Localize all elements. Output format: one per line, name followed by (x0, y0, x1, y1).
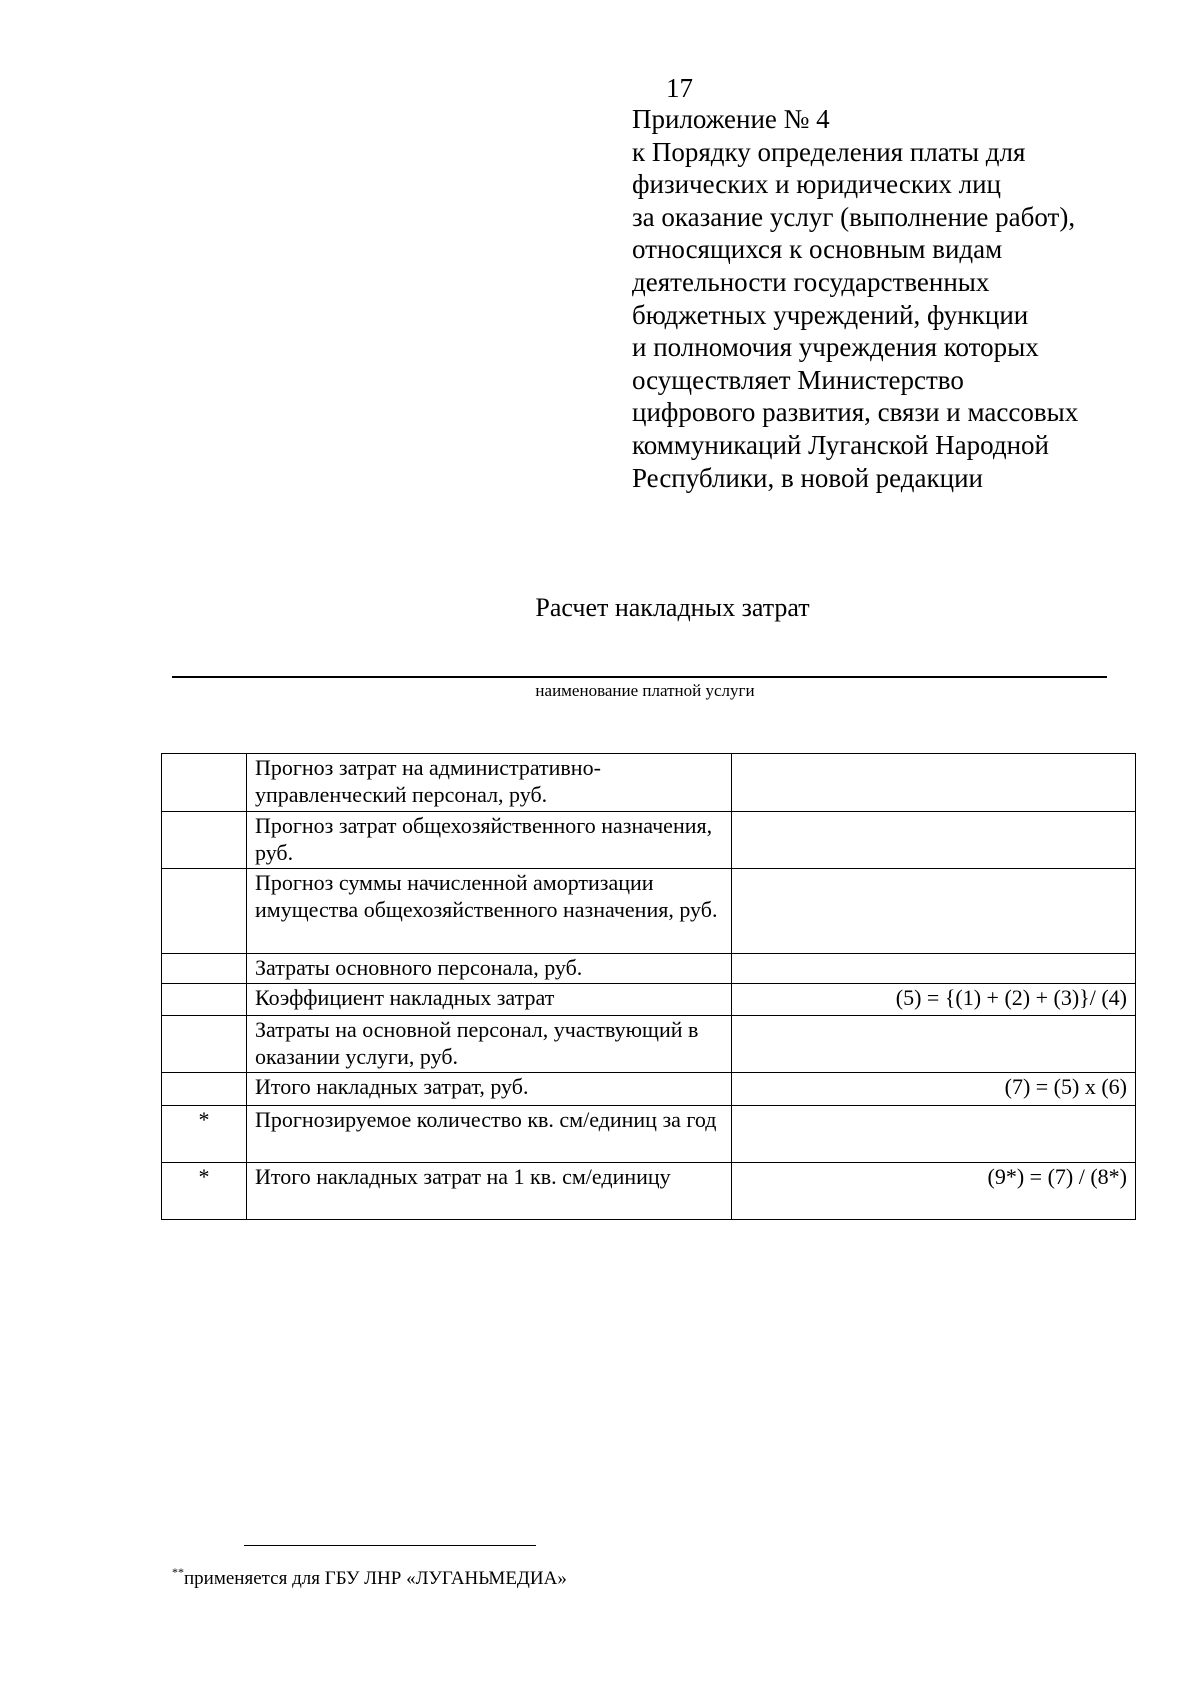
footnote-mark: ** (172, 1565, 184, 1579)
service-name-line (172, 676, 1107, 678)
appendix-line: деятельности государственных (632, 266, 990, 297)
table-row (162, 754, 1136, 812)
appendix-line: и полномочия учреждения которых (632, 332, 1039, 363)
table-row (162, 1163, 1136, 1220)
appendix-line: за оказание услуг (выполнение работ), (632, 201, 1076, 232)
row-number-cell (162, 984, 247, 1016)
appendix-line: бюджетных учреждений, функции (632, 299, 1029, 330)
document-title: Расчет накладных затрат (535, 593, 810, 622)
appendix-line: относящихся к основным видам (632, 234, 1003, 265)
row-name-cell: Итого накладных затрат на 1 кв. см/единицу (247, 1163, 732, 1220)
table-row (162, 1016, 1136, 1073)
appendix-line: цифрового развития, связи и массовых (632, 397, 1079, 428)
row-name-cell: Затраты на основной персонал, участвующий в оказании услуги, руб. (247, 1016, 732, 1073)
table-row (162, 954, 1136, 984)
footnote-text: применяется для ГБУ ЛНР «ЛУГАНЬМЕДИА» (184, 1568, 567, 1589)
row-name-cell: Прогноз затрат на административно-управленческий персонал, руб. (247, 754, 732, 812)
overhead-calculation-table (161, 753, 1136, 1220)
appendix-line: осуществляет Министерство (632, 364, 964, 395)
row-value-cell: (9*) = (7) / (8*) (732, 1163, 1136, 1220)
appendix-line: Приложение № 4 (632, 104, 830, 134)
table-row (162, 812, 1136, 869)
row-number-cell: * (162, 1106, 247, 1163)
service-name-caption: наименование платной услуги (535, 681, 755, 700)
appendix-line: физических и юридических лиц (632, 169, 1002, 200)
row-number-cell: * (162, 1163, 247, 1220)
row-name-cell: Прогноз затрат общехозяйственного назначения, руб. (247, 812, 732, 869)
row-name-cell: Итого накладных затрат, руб. (247, 1073, 732, 1106)
appendix-line: коммуникаций Луганской Народной (632, 429, 1050, 460)
footnote (172, 1560, 567, 1591)
row-value-cell (732, 1106, 1136, 1163)
row-name-cell: Прогнозируемое количество кв. см/единиц за год (247, 1106, 732, 1163)
table-row (162, 1073, 1136, 1106)
table-row (162, 984, 1136, 1016)
row-number-cell (162, 754, 247, 812)
appendix-heading (632, 103, 1132, 494)
row-number-cell (162, 954, 247, 984)
row-value-cell (732, 954, 1136, 984)
row-value-cell (732, 1016, 1136, 1073)
row-number-cell (162, 869, 247, 954)
footnote-separator (244, 1545, 536, 1546)
row-name-cell: Затраты основного персонала, руб. (247, 954, 732, 984)
row-value-cell (732, 812, 1136, 869)
appendix-line: к Порядку определения платы для (632, 136, 1026, 167)
row-name-cell: Коэффициент накладных затрат (247, 984, 732, 1016)
row-number-cell (162, 1073, 247, 1106)
table-row (162, 869, 1136, 954)
table-row (162, 1106, 1136, 1163)
row-value-cell (732, 754, 1136, 812)
row-value-cell: (7) = (5) х (6) (732, 1073, 1136, 1106)
row-value-cell: (5) = {(1) + (2) + (3)}/ (4) (732, 984, 1136, 1016)
page-number: 17 (666, 73, 693, 103)
row-name-cell: Прогноз суммы начисленной амортизации имущества общехозяйственного назначения, руб. (247, 869, 732, 954)
row-number-cell (162, 1016, 247, 1073)
row-number-cell (162, 812, 247, 869)
appendix-line: Республики, в новой редакции (632, 462, 983, 493)
row-value-cell (732, 869, 1136, 954)
